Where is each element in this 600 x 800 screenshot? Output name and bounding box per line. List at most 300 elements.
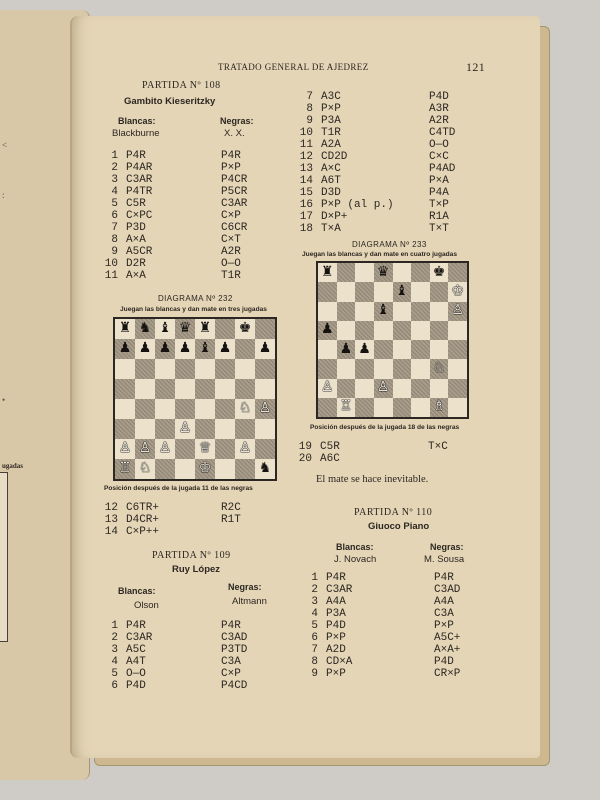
black-player: X. X.	[224, 128, 245, 139]
black-move: P5CR	[221, 186, 248, 198]
move-row	[104, 644, 247, 656]
move-number: 9	[111, 246, 118, 258]
move-number: 10	[299, 127, 313, 139]
black-bishop-icon: ♝	[198, 341, 212, 356]
black-pawn-icon: ♟	[158, 341, 172, 356]
black-move: C×P	[221, 210, 241, 222]
black-bishop-icon: ♝	[158, 321, 172, 336]
game-110-opening: Giuoco Piano	[368, 521, 430, 532]
black-pawn-icon: ♟	[218, 341, 232, 356]
board-square	[235, 379, 255, 399]
move-number: 9	[311, 668, 318, 680]
board-square	[430, 398, 449, 417]
black-move: C3AD	[434, 584, 461, 596]
board-square	[393, 359, 412, 378]
black-knight-icon: ♞	[258, 461, 272, 476]
diagram-232-caption: Posición después de la jugada 11 de las negras	[104, 485, 253, 492]
board-square	[255, 419, 275, 439]
board-square	[430, 282, 449, 301]
white-pawn-icon: ♙	[238, 441, 252, 456]
black-move: O—O	[221, 258, 241, 270]
board-square	[155, 319, 175, 339]
move-number: 14	[299, 175, 313, 187]
board-square	[195, 399, 215, 419]
white-pawn-icon: ♙	[118, 441, 132, 456]
black-move: A4A	[434, 596, 454, 608]
board-square	[195, 459, 215, 479]
black-move: P4AD	[429, 163, 456, 175]
move-row	[104, 198, 247, 210]
board-square	[235, 459, 255, 479]
white-move: P3A	[326, 608, 346, 620]
board-square	[393, 302, 412, 321]
move-row	[104, 656, 247, 668]
white-move: A5CR	[126, 246, 153, 258]
move-number: 3	[311, 596, 318, 608]
board-square	[374, 321, 393, 340]
white-move: A×A	[126, 270, 146, 282]
move-number: 15	[299, 187, 313, 199]
game-110-moves	[300, 572, 460, 680]
board-square	[155, 359, 175, 379]
board-square	[215, 379, 235, 399]
move-row	[104, 514, 241, 526]
board-square	[115, 399, 135, 419]
board-square	[115, 339, 135, 359]
board-square	[337, 398, 356, 417]
board-square	[448, 340, 467, 359]
board-square	[318, 263, 337, 282]
white-move: C3AR	[126, 174, 153, 186]
move-row	[295, 139, 455, 151]
board-square	[448, 379, 467, 398]
left-page-mark: •	[2, 395, 6, 405]
board-square	[175, 439, 195, 459]
white-pawn-icon: ♙	[376, 380, 390, 396]
move-row	[300, 572, 460, 584]
move-number: 6	[111, 210, 118, 222]
move-row	[300, 668, 460, 680]
white-move: A6T	[321, 175, 341, 187]
black-move: P4D	[429, 91, 449, 103]
board-square	[374, 398, 393, 417]
move-number: 8	[306, 103, 313, 115]
left-page-mark: :	[2, 190, 5, 200]
diagram-232-subtitle: Juegan las blancas y dan mate en tres jugadas	[120, 306, 267, 313]
move-row	[295, 187, 455, 199]
black-move: C3A	[221, 656, 241, 668]
black-move: C×C	[429, 151, 449, 163]
move-number: 1	[111, 620, 118, 632]
black-move: P×P	[221, 162, 241, 174]
black-move: P4CR	[221, 174, 248, 186]
board-square	[411, 379, 430, 398]
board-square	[430, 379, 449, 398]
move-row	[104, 246, 247, 258]
black-move: C×P	[221, 668, 241, 680]
white-knight-icon: ♘	[432, 360, 446, 376]
board-square	[448, 359, 467, 378]
board-square	[255, 319, 275, 339]
move-row	[295, 127, 455, 139]
board-square	[235, 419, 255, 439]
board-square	[430, 340, 449, 359]
move-row	[295, 223, 455, 235]
white-move: C5R	[320, 441, 340, 453]
board-square	[135, 319, 155, 339]
move-row	[104, 210, 247, 222]
board-square	[115, 459, 135, 479]
mate-sentence: El mate se hace inevitable.	[316, 474, 429, 485]
board-square	[374, 359, 393, 378]
board-square	[175, 339, 195, 359]
board-square	[115, 359, 135, 379]
move-number: 20	[298, 453, 312, 465]
board-square	[195, 339, 215, 359]
diagram-232-title: DIAGRAMA Nº 232	[158, 294, 233, 303]
move-number: 13	[299, 163, 313, 175]
move-number: 14	[104, 526, 118, 538]
board-square	[115, 439, 135, 459]
board-square	[374, 282, 393, 301]
board-square	[155, 399, 175, 419]
move-number: 1	[311, 572, 318, 584]
black-move: P4R	[221, 620, 241, 632]
board-square	[155, 419, 175, 439]
board-square	[448, 263, 467, 282]
black-move: A5C+	[434, 632, 461, 644]
board-square	[175, 419, 195, 439]
game-108-opening: Gambito Kieseritzky	[124, 96, 216, 107]
board-square	[155, 439, 175, 459]
board-square	[255, 399, 275, 419]
black-rook-icon: ♜	[198, 321, 212, 336]
board-square	[318, 379, 337, 398]
white-rook-icon: ♖	[118, 461, 132, 476]
white-move: A2D	[326, 644, 346, 656]
move-number: 4	[111, 186, 118, 198]
board-square	[337, 321, 356, 340]
board-square	[430, 321, 449, 340]
black-move: P4A	[429, 187, 449, 199]
white-move: A3C	[321, 91, 341, 103]
chess-diagram-232	[113, 317, 277, 481]
board-square	[318, 302, 337, 321]
board-square	[393, 321, 412, 340]
black-bishop-icon: ♝	[395, 283, 409, 299]
white-move: P3D	[126, 222, 146, 234]
black-move: C3AD	[221, 632, 248, 644]
move-number: 13	[104, 514, 118, 526]
white-move: D4CR+	[126, 514, 160, 526]
board-square	[411, 359, 430, 378]
board-square	[175, 379, 195, 399]
white-move: P×P	[326, 668, 346, 680]
black-queen-icon: ♛	[376, 264, 390, 280]
board-square	[393, 263, 412, 282]
move-row	[300, 632, 460, 644]
white-move: P×P	[321, 103, 341, 115]
move-row	[104, 680, 247, 692]
board-square	[175, 399, 195, 419]
board-square	[411, 263, 430, 282]
board-square	[195, 439, 215, 459]
board-square	[215, 339, 235, 359]
white-move: A×A	[126, 234, 146, 246]
move-row	[104, 526, 241, 538]
move-number: 5	[311, 620, 318, 632]
move-number: 2	[111, 632, 118, 644]
move-row	[104, 632, 247, 644]
move-row	[300, 584, 460, 596]
white-move: A4T	[126, 656, 146, 668]
board-square	[235, 399, 255, 419]
left-page-text-fragment: ugadas	[2, 462, 24, 470]
black-label: Negras:	[220, 116, 254, 126]
move-number: 9	[306, 115, 313, 127]
board-square	[318, 321, 337, 340]
white-pawn-icon: ♙	[321, 380, 334, 396]
move-row	[295, 115, 455, 127]
black-king-icon: ♚	[238, 321, 252, 336]
diagram-233-subtitle: Juegan las blancas y dan mate en cuatro jugadas	[302, 251, 458, 258]
move-row	[294, 453, 448, 465]
white-move: P4R	[126, 620, 146, 632]
move-row	[300, 656, 460, 668]
move-number: 6	[311, 632, 318, 644]
game-108-moves	[104, 150, 247, 282]
board-square	[448, 321, 467, 340]
board-square	[355, 398, 374, 417]
board-square	[448, 302, 467, 321]
move-row	[104, 270, 247, 282]
running-head: TRATADO GENERAL DE AJEDREZ	[218, 62, 369, 72]
board-square	[374, 340, 393, 359]
board-square	[115, 319, 135, 339]
white-player: Blackburne	[112, 128, 160, 139]
white-move: T1R	[321, 127, 341, 139]
board-square	[255, 459, 275, 479]
board-square	[337, 379, 356, 398]
board-square	[337, 263, 356, 282]
white-move: P3A	[321, 115, 341, 127]
black-move: A2R	[429, 115, 449, 127]
white-pawn-icon: ♙	[138, 441, 152, 456]
black-rook-icon: ♜	[118, 321, 132, 336]
diagram-233-title: DIAGRAMA Nº 233	[352, 240, 427, 249]
move-number: 6	[111, 680, 118, 692]
board-square	[355, 379, 374, 398]
black-move: P×A	[429, 175, 449, 187]
white-king-icon: ♔	[198, 461, 212, 476]
move-row	[300, 644, 460, 656]
white-pawn-icon: ♙	[451, 303, 464, 319]
white-rook-icon: ♖	[339, 399, 353, 415]
black-move: P×P	[434, 620, 454, 632]
board-square	[337, 302, 356, 321]
move-row	[300, 620, 460, 632]
game-108-title: PARTIDA Nº 108	[142, 80, 221, 91]
white-pawn-icon: ♙	[178, 421, 192, 436]
move-number: 3	[111, 174, 118, 186]
left-page-diagram-edge	[0, 472, 8, 642]
board-square	[215, 459, 235, 479]
black-label: Negras:	[430, 542, 464, 552]
black-queen-icon: ♛	[178, 321, 192, 336]
move-row	[104, 186, 247, 198]
board-square	[255, 359, 275, 379]
move-row	[104, 174, 247, 186]
board-square	[135, 459, 155, 479]
white-move: P×P	[326, 632, 346, 644]
chess-diagram-233	[316, 261, 469, 419]
black-move: T×P	[429, 199, 449, 211]
white-move: CD2D	[321, 151, 348, 163]
board-square	[355, 282, 374, 301]
move-number: 5	[111, 668, 118, 680]
move-number: 10	[104, 258, 118, 270]
board-square	[255, 339, 275, 359]
board-square	[135, 379, 155, 399]
white-move: D3D	[321, 187, 341, 199]
move-number: 8	[311, 656, 318, 668]
board-square	[135, 399, 155, 419]
black-move: T1R	[221, 270, 241, 282]
black-move: P4CD	[221, 680, 248, 692]
board-square	[155, 339, 175, 359]
move-number: 8	[111, 234, 118, 246]
board-square	[235, 359, 255, 379]
white-move: P4D	[326, 620, 346, 632]
black-move: R1A	[429, 211, 449, 223]
black-move: P4D	[434, 656, 454, 668]
move-number: 3	[111, 644, 118, 656]
move-row	[295, 103, 455, 115]
board-square	[318, 340, 337, 359]
board-square	[393, 379, 412, 398]
white-knight-icon: ♘	[138, 461, 152, 476]
move-row	[104, 222, 247, 234]
black-move: C×T	[221, 234, 241, 246]
white-move: A×C	[321, 163, 341, 175]
move-row	[295, 91, 455, 103]
move-row	[300, 608, 460, 620]
move-row	[295, 211, 455, 223]
board-square	[355, 263, 374, 282]
board-square	[175, 359, 195, 379]
board-square	[175, 319, 195, 339]
board-square	[318, 282, 337, 301]
board-square	[318, 359, 337, 378]
black-pawn-icon: ♟	[339, 341, 353, 357]
black-move: A3R	[429, 103, 449, 115]
white-pawn-icon: ♙	[258, 401, 272, 416]
board-square	[215, 439, 235, 459]
board-square	[355, 302, 374, 321]
board-square	[355, 321, 374, 340]
black-rook-icon: ♜	[321, 264, 334, 280]
board-square	[255, 379, 275, 399]
white-move: P4R	[326, 572, 346, 584]
game-110-title: PARTIDA Nº 110	[354, 507, 433, 518]
white-move: C×PC	[126, 210, 153, 222]
board-square	[337, 359, 356, 378]
white-move: A5C	[126, 644, 146, 656]
move-number: 7	[111, 222, 118, 234]
black-player: Altmann	[232, 596, 267, 607]
move-row	[295, 163, 455, 175]
white-move: T×A	[321, 223, 341, 235]
black-bishop-icon: ♝	[376, 303, 390, 319]
moves-after-diagram-233	[294, 441, 448, 465]
board-square	[393, 282, 412, 301]
black-move: O—O	[429, 139, 449, 151]
move-number: 7	[311, 644, 318, 656]
black-move: P3TD	[221, 644, 248, 656]
white-move: C×P++	[126, 526, 160, 538]
move-number: 1	[111, 150, 118, 162]
board-square	[195, 419, 215, 439]
board-square	[374, 263, 393, 282]
move-number: 4	[111, 656, 118, 668]
move-number: 4	[311, 608, 318, 620]
black-pawn-icon: ♟	[138, 341, 152, 356]
black-pawn-icon: ♟	[118, 341, 132, 356]
game-109-opening: Ruy López	[172, 564, 221, 575]
black-move: A×A+	[434, 644, 461, 656]
white-move: P4D	[126, 680, 146, 692]
board-square	[235, 439, 255, 459]
white-move: C6TR+	[126, 502, 160, 514]
white-player: J. Novach	[334, 554, 377, 565]
move-number: 16	[299, 199, 313, 211]
board-square	[411, 282, 430, 301]
white-move: P4R	[126, 150, 146, 162]
move-number: 12	[299, 151, 313, 163]
move-number: 11	[299, 139, 313, 151]
black-pawn-icon: ♟	[178, 341, 192, 356]
board-square	[393, 340, 412, 359]
diagram-233-caption: Posición después de la jugada 18 de las negras	[310, 424, 460, 431]
game-109-moves	[104, 620, 247, 692]
board-square	[430, 263, 449, 282]
black-pawn-icon: ♟	[258, 341, 272, 356]
board-square	[448, 398, 467, 417]
move-row	[104, 668, 247, 680]
move-row	[295, 175, 455, 187]
white-label: Blancas:	[336, 542, 374, 552]
white-queen-icon: ♕	[198, 441, 212, 456]
move-row	[104, 258, 247, 270]
black-move: R1T	[221, 514, 241, 526]
board-square	[255, 439, 275, 459]
white-move: D2R	[126, 258, 146, 270]
board-square	[393, 398, 412, 417]
board-square	[448, 282, 467, 301]
black-move: T×T	[429, 223, 449, 235]
board-square	[215, 419, 235, 439]
white-move: A2A	[321, 139, 341, 151]
board-square	[337, 282, 356, 301]
white-move: C3AR	[326, 584, 353, 596]
move-number: 2	[111, 162, 118, 174]
board-square	[215, 319, 235, 339]
move-number: 19	[298, 441, 312, 453]
move-number: 18	[299, 223, 313, 235]
white-bishop-icon: ♗	[432, 399, 446, 415]
white-move: P×P (al p.)	[321, 199, 394, 211]
game-108-moves-continued	[295, 91, 455, 235]
